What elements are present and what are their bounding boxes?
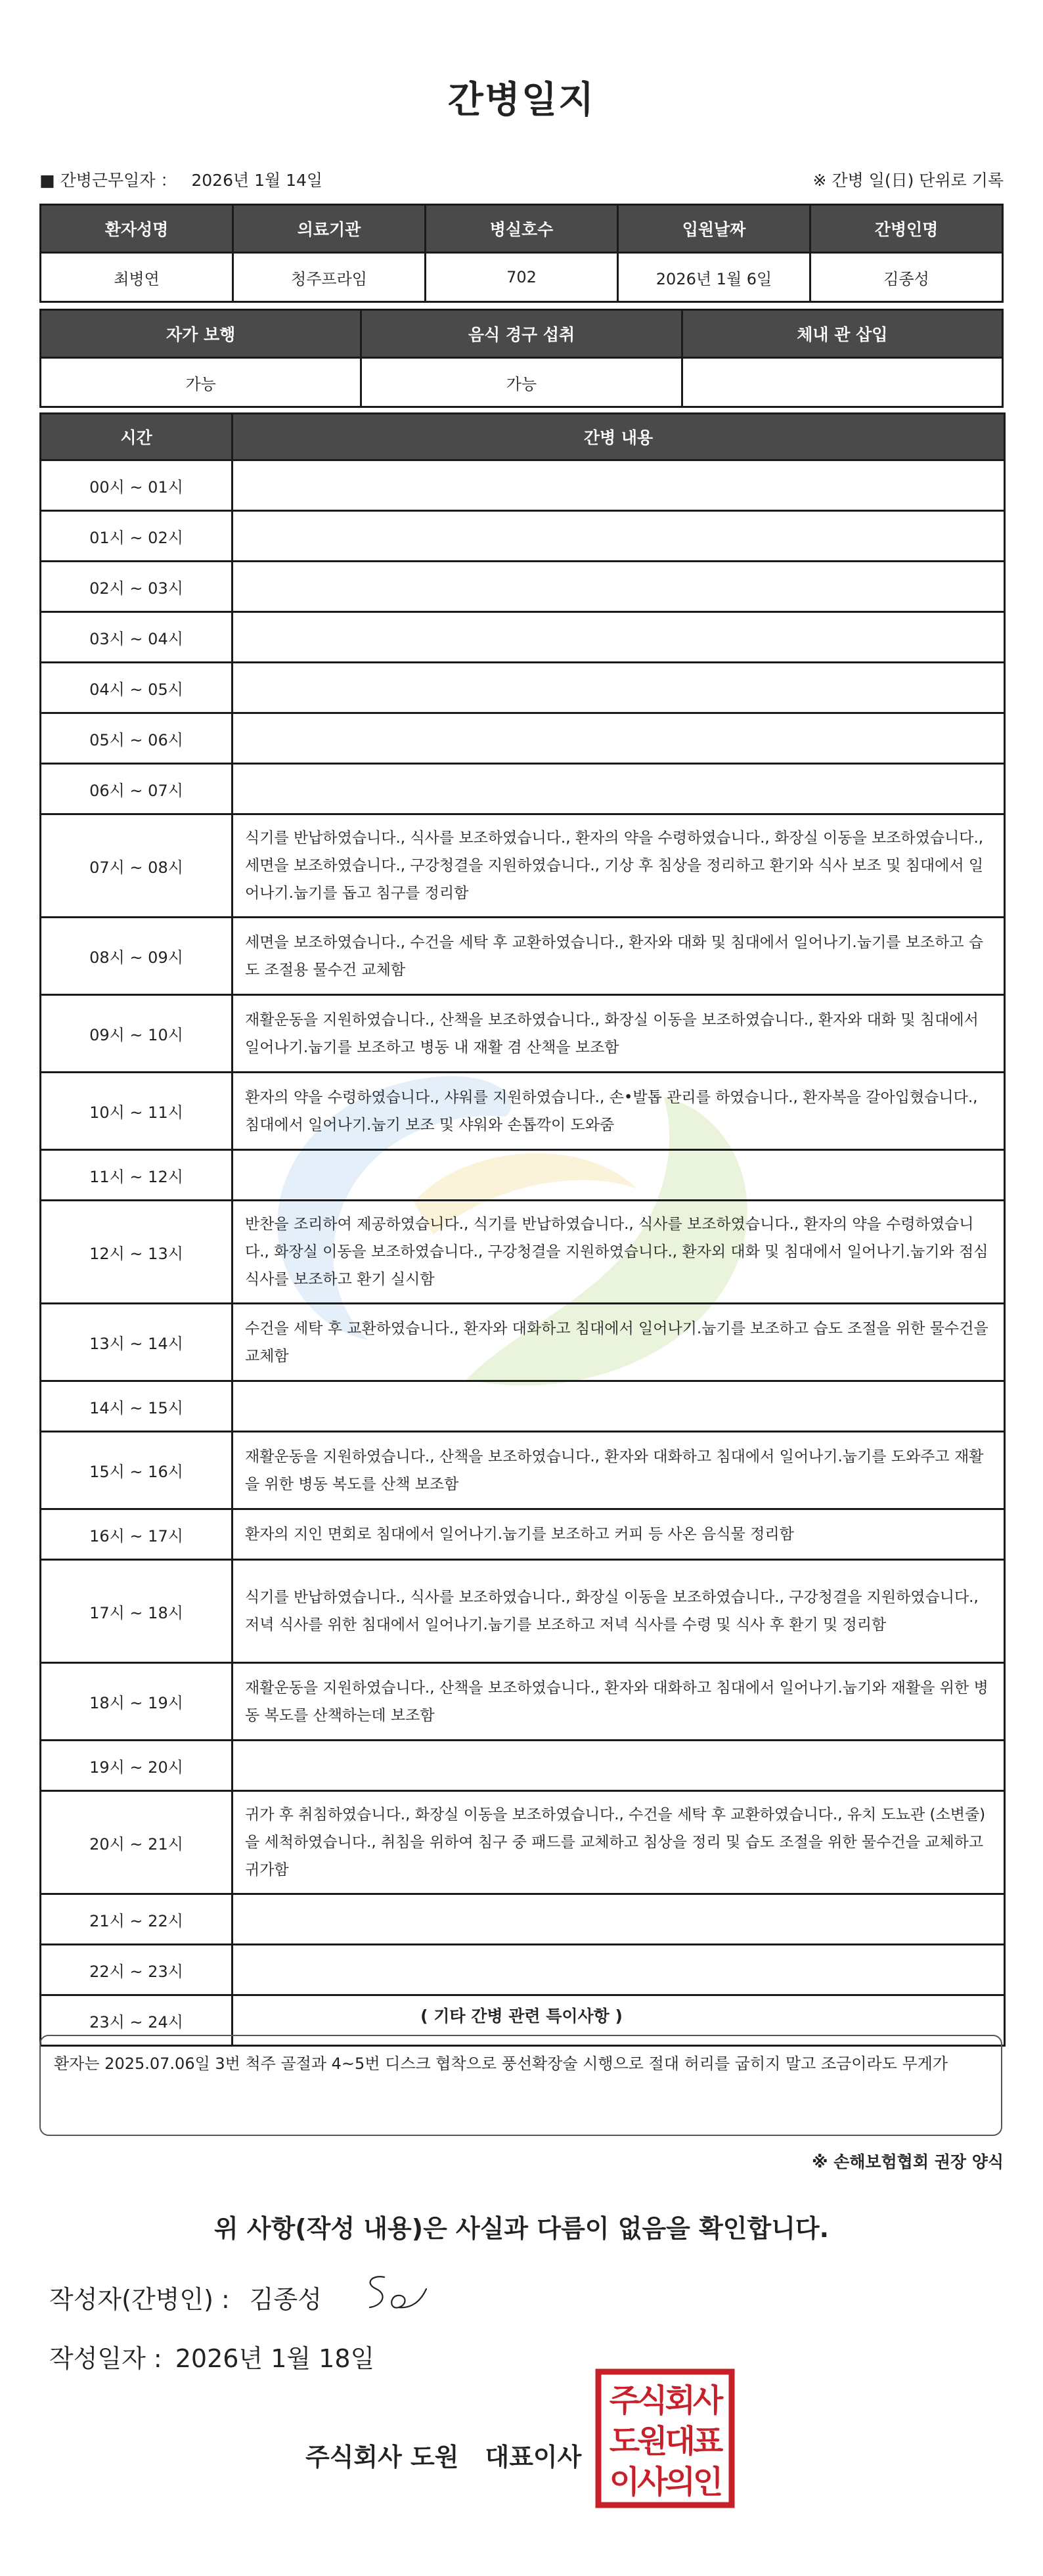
log-time-cell: 20시 ~ 21시 [41, 1791, 233, 1894]
log-time-cell: 12시 ~ 13시 [41, 1201, 233, 1304]
log-row [41, 1201, 1005, 1304]
log-time-cell: 00시 ~ 01시 [41, 460, 233, 511]
log-content-cell[interactable] [233, 1381, 1005, 1432]
caregiver-name: 김종성 [810, 253, 1003, 302]
log-content-cell[interactable]: 귀가 후 취침하였습니다., 화장실 이동을 보조하였습니다., 수건을 세탁 후 교환하였습니다., 유치 도뇨관 (소변줄)을 세척하였습니다., 취침을 위하여 침구 중 패드를 교체하고 침상을 정리 및 습도 조절을 위한 물수건을 교체하고 귀가함 [233, 1791, 1005, 1894]
notes-text: 환자는 2025.07.06일 3번 척주 골절과 4~5번 디스크 협착으로 풍선확장술 시행으로 절대 허리를 굽히지 말고 조금이라도 무게가 [54, 2054, 948, 2073]
written-date-value: 2026년 1월 18일 [175, 2344, 375, 2373]
log-row [41, 1894, 1005, 1945]
log-content-cell[interactable] [233, 764, 1005, 814]
log-content-cell[interactable]: 반찬을 조리하여 제공하였습니다., 식기를 반납하였습니다., 식사를 보조하였습니다., 환자의 약을 수령하였습니다., 화장실 이동을 보조하였습니다., 구강청결을 지원하였습니다., 환자외 대화 및 침대에서 일어나기.눕기와 점심식사를 보조하고 환기 실시함 [233, 1201, 1005, 1304]
log-row [41, 1150, 1005, 1201]
company-title: 대표이사 [485, 2443, 582, 2472]
log-content-cell[interactable] [233, 1741, 1005, 1791]
oral-intake-value: 가능 [361, 358, 682, 407]
header-hospital: 의료기관 [233, 205, 426, 253]
company-line [305, 2437, 581, 2473]
header-care-content: 간병 내용 [233, 414, 1005, 460]
log-row [41, 1304, 1005, 1381]
log-content-cell[interactable] [233, 1945, 1005, 1995]
log-row [41, 1073, 1005, 1150]
log-row [41, 995, 1005, 1073]
log-time-cell: 05시 ~ 06시 [41, 713, 233, 764]
header-patient-name: 환자성명 [41, 205, 233, 253]
log-row [41, 1663, 1005, 1741]
log-row [41, 663, 1005, 713]
log-content-cell[interactable]: 세면을 보조하였습니다., 수건을 세탁 후 교환하였습니다., 환자와 대화 및 침대에서 일어나기.눕기를 보조하고 습도 조절용 물수건 교체함 [233, 918, 1005, 995]
log-time-cell: 04시 ~ 05시 [41, 663, 233, 713]
header-room: 병실호수 [426, 205, 618, 253]
log-content-cell[interactable] [233, 713, 1005, 764]
patient-name: 최병연 [41, 253, 233, 302]
log-row [41, 460, 1005, 511]
header-tube-insertion: 체내 관 삽입 [682, 310, 1002, 358]
log-row [41, 918, 1005, 995]
admission-date: 2026년 1월 6일 [618, 253, 810, 302]
log-time-cell: 08시 ~ 09시 [41, 918, 233, 995]
tube-insertion-value [682, 358, 1002, 407]
written-date-line [49, 2338, 374, 2374]
header-caregiver: 간병인명 [810, 205, 1003, 253]
log-content-cell[interactable]: 수건을 세탁 후 교환하였습니다., 환자와 대화하고 침대에서 일어나기.눕기를 보조하고 습도 조절을 위한 물수건을 교체함 [233, 1304, 1005, 1381]
log-content-cell[interactable] [233, 1894, 1005, 1945]
log-content-cell[interactable]: 식기를 반납하였습니다., 식사를 보조하였습니다., 화장실 이동을 보조하였습니다., 구강청결을 지원하였습니다., 저녁 식사를 위한 침대에서 일어나기.눕기를 보조하고 저녁 식사를 수령 및 식사 후 환기 및 정리함 [233, 1560, 1005, 1663]
recommend-note: ※ 손해보험협회 권장 양식 [812, 2152, 1004, 2171]
signature-mark [358, 2269, 430, 2322]
confirmation-statement: 위 사항(작성 내용)은 사실과 다름이 없음을 확인합니다. [213, 2214, 830, 2243]
work-date [39, 167, 322, 191]
self-walking-value: 가능 [41, 358, 361, 407]
log-time-cell: 17시 ~ 18시 [41, 1560, 233, 1663]
notes-box[interactable] [39, 2035, 1002, 2136]
log-row [41, 1791, 1005, 1894]
log-time-cell: 03시 ~ 04시 [41, 612, 233, 663]
written-date-label: 작성일자 : [49, 2344, 162, 2373]
log-row [41, 562, 1005, 612]
log-row [41, 764, 1005, 814]
log-content-cell[interactable]: 식기를 반납하였습니다., 식사를 보조하였습니다., 환자의 약을 수령하였습니다., 화장실 이동을 보조하였습니다., 세면을 보조하였습니다., 구강청결을 지원하였습니다., 기상 후 침상을 정리하고 환기와 식사 보조 및 침대에서 일어나기.눕기를 돕고 침구를 정리함 [233, 814, 1005, 918]
log-row [41, 1381, 1005, 1432]
work-date-value: 2026년 1월 14일 [191, 171, 323, 190]
header-self-walking: 자가 보행 [41, 310, 361, 358]
room-number: 702 [426, 253, 618, 302]
log-row [41, 814, 1005, 918]
writer-name: 김종성 [249, 2285, 322, 2314]
unit-note: ※ 간병 일(日) 단위로 기록 [812, 171, 1004, 190]
hospital: 청주프라임 [233, 253, 426, 302]
log-time-cell: 01시 ~ 02시 [41, 511, 233, 562]
log-content-cell[interactable]: 환자의 약을 수령하였습니다., 샤워를 지원하였습니다., 손•발톱 관리를 하였습니다., 환자복을 갈아입혔습니다., 침대에서 일어나기.눕기 보조 및 샤워와 손톱깍이 도와줌 [233, 1073, 1005, 1150]
log-time-cell: 15시 ~ 16시 [41, 1432, 233, 1509]
log-row [41, 1560, 1005, 1663]
page-title: 간병일지 [447, 79, 596, 122]
log-time-cell: 14시 ~ 15시 [41, 1381, 233, 1432]
log-row [41, 1509, 1005, 1560]
log-content-cell[interactable] [233, 663, 1005, 713]
log-time-cell: 11시 ~ 12시 [41, 1150, 233, 1201]
log-time-cell: 07시 ~ 08시 [41, 814, 233, 918]
log-time-cell: 19시 ~ 20시 [41, 1741, 233, 1791]
log-content-cell[interactable] [233, 1150, 1005, 1201]
log-row [41, 511, 1005, 562]
writer-label: 작성자(간병인) : [49, 2285, 230, 2314]
log-row [41, 1741, 1005, 1791]
seal-line-2: 도원대표 [609, 2423, 721, 2460]
log-time-cell: 02시 ~ 03시 [41, 562, 233, 612]
log-content-cell[interactable] [233, 511, 1005, 562]
log-time-cell: 13시 ~ 14시 [41, 1304, 233, 1381]
log-time-cell: 21시 ~ 22시 [41, 1894, 233, 1945]
notes-title: ( 기타 간병 관련 특이사항 ) [420, 2007, 623, 2026]
company-seal-stamp [594, 2368, 736, 2509]
header-admission-date: 입원날짜 [618, 205, 810, 253]
log-row [41, 612, 1005, 663]
patient-info-table [39, 204, 1004, 303]
log-time-cell: 23시 ~ 24시 [41, 1995, 233, 2046]
log-time-cell: 06시 ~ 07시 [41, 764, 233, 814]
writer-line [49, 2279, 322, 2315]
log-content-cell[interactable]: 환자의 지인 면회로 침대에서 일어나기.눕기를 보조하고 커피 등 사온 음식물 정리함 [233, 1509, 1005, 1560]
seal-line-3: 이사의인 [609, 2464, 721, 2500]
log-time-cell: 09시 ~ 10시 [41, 995, 233, 1073]
log-time-cell: 18시 ~ 19시 [41, 1663, 233, 1741]
log-time-cell: 22시 ~ 23시 [41, 1945, 233, 1995]
log-row [41, 1945, 1005, 1995]
header-oral-intake: 음식 경구 섭취 [361, 310, 682, 358]
company-name: 주식회사 도원 [305, 2443, 459, 2472]
care-log-body [41, 460, 1005, 2046]
log-content-cell[interactable]: 재활운동을 지원하였습니다., 산책을 보조하였습니다., 화장실 이동을 보조하였습니다., 환자와 대화 및 침대에서 일어나기.눕기를 보조하고 병동 내 재활 겸 산책을 보조함 [233, 995, 1005, 1073]
log-content-cell[interactable]: 재활운동을 지원하였습니다., 산책을 보조하였습니다., 환자와 대화하고 침대에서 일어나기.눕기와 재활을 위한 병동 복도를 산책하는데 보조함 [233, 1663, 1005, 1741]
care-log-table [39, 412, 1006, 2047]
log-content-cell[interactable] [233, 460, 1005, 511]
log-content-cell[interactable]: 재활운동을 지원하였습니다., 산책을 보조하였습니다., 환자와 대화하고 침대에서 일어나기.눕기를 도와주고 재활을 위한 병동 복도를 산책 보조함 [233, 1432, 1005, 1509]
log-time-cell: 10시 ~ 11시 [41, 1073, 233, 1150]
header-time: 시간 [41, 414, 233, 460]
work-date-label: ■ 간병근무일자 ： [39, 171, 177, 190]
patient-status-table [39, 309, 1004, 408]
seal-line-1: 주식회사 [609, 2382, 721, 2419]
log-content-cell[interactable] [233, 612, 1005, 663]
log-row [41, 713, 1005, 764]
log-time-cell: 16시 ~ 17시 [41, 1509, 233, 1560]
log-content-cell[interactable] [233, 562, 1005, 612]
meta-row [39, 167, 1004, 194]
log-row [41, 1432, 1005, 1509]
